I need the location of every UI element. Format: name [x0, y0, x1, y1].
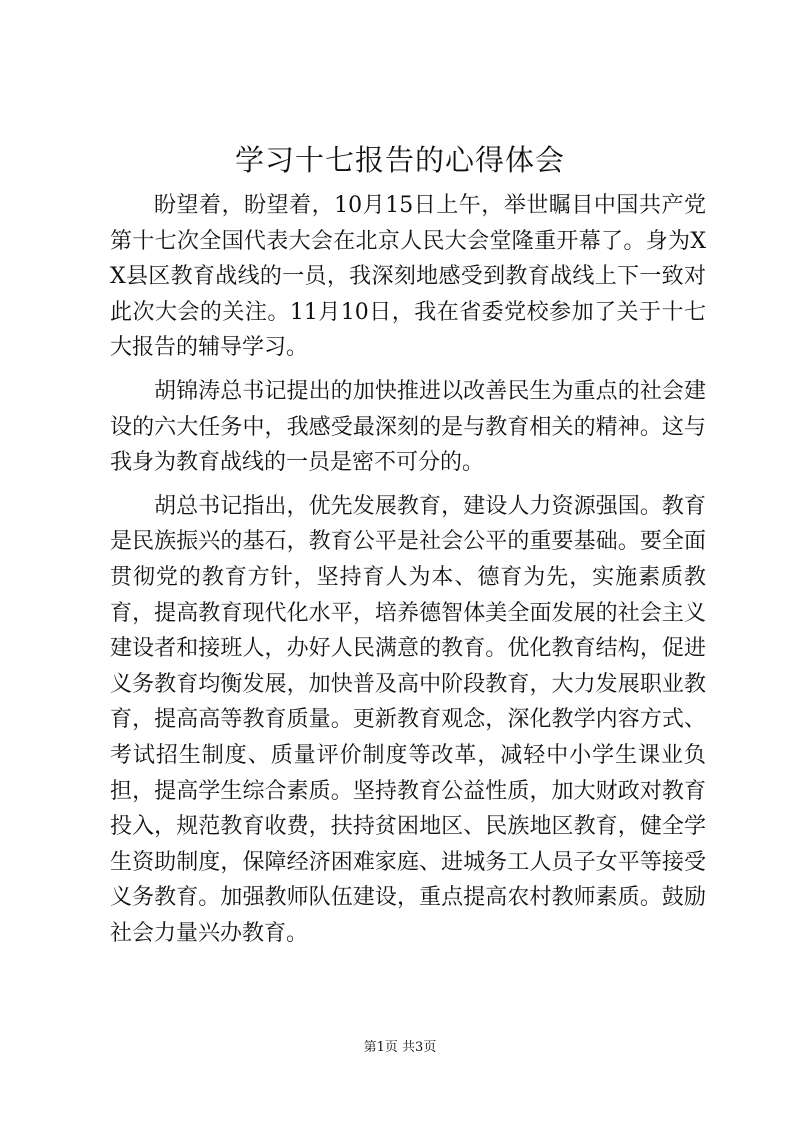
paragraph-3: 胡总书记指出，优先发展教育，建设人力资源强国。教育是民族振兴的基石，教育公平是社会公平的重要基础。要全面贯彻党的教育方针，坚持育人为本、德育为先，实施素质教育，提高教育现代化水平，培养德智体美全面发展的社会主义建设者和接班人，办好人民满意的教育。优化教育结构，促进义务教育均衡发展，加快普及高中阶段教育，大力发展职业教育，提高高等教育质量。更新教育观念，深化教学内容方式、考试招生制度、质量评价制度等改革，减轻中小学生课业负担，提高学生综合素质。坚持教育公益性质，加大财政对教育投入，规范教育收费，扶持贫困地区、民族地区教育，健全学生资助制度，保障经济困难家庭、进城务工人员子女平等接受义务教育。加强教师队伍建设，重点提高农村教师素质。鼓励社会力量兴办教育。 — [110, 493, 706, 946]
page-number-footer: 第1页 共3页 — [363, 1040, 437, 1055]
paragraph-1: 盼望着，盼望着，10月15日上午，举世瞩目中国共产党第十七次全国代表大会在北京人民大会堂隆重开幕了。身为XX县区教育战线的一员，我深刻地感受到教育战线上下一致对此次大会的关注。11月10日，我在省委党校参加了关于十七大报告的辅导学习。 — [110, 193, 706, 361]
document-body — [110, 188, 706, 951]
paragraph-2: 胡锦涛总书记提出的加快推进以改善民生为重点的社会建设的六大任务中，我感受最深刻的是与教育相关的精神。这与我身为教育战线的一员是密不可分的。 — [110, 378, 706, 476]
document-title: 学习十七报告的心得体会 — [234, 143, 565, 177]
